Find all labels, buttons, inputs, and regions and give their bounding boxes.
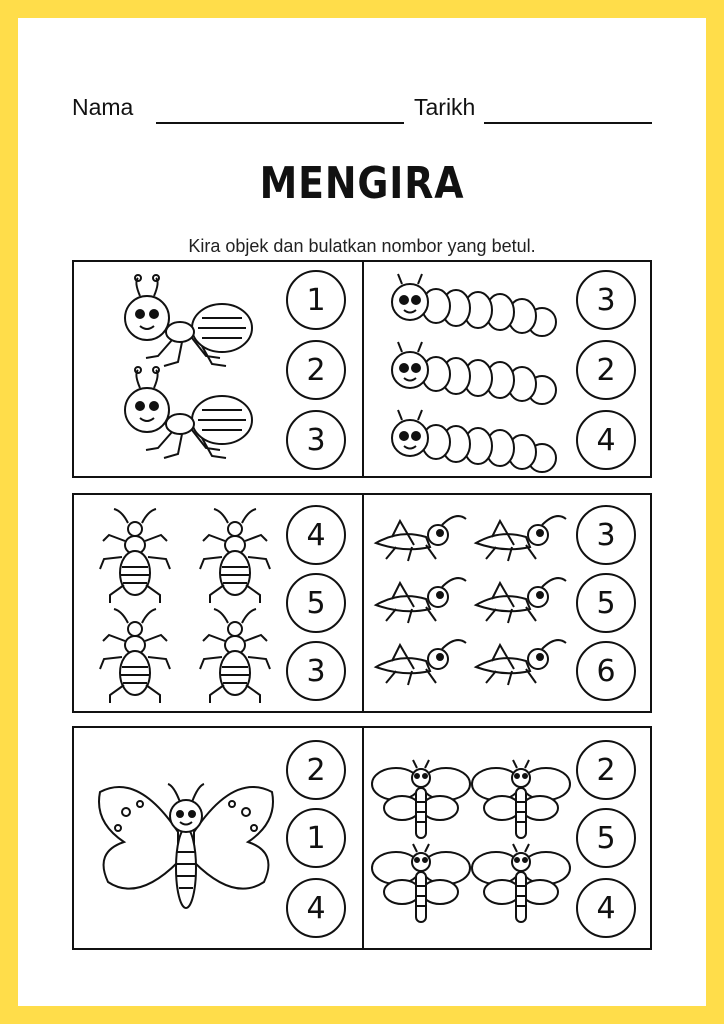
name-date-row bbox=[72, 94, 652, 124]
choice-circle[interactable]: 5 bbox=[576, 573, 636, 633]
choice-circle[interactable]: 5 bbox=[576, 808, 636, 868]
cell-butterfly bbox=[74, 728, 362, 948]
dragonfly-icons bbox=[372, 758, 572, 938]
choice-circle[interactable]: 5 bbox=[286, 573, 346, 633]
choice-circle[interactable]: 6 bbox=[576, 641, 636, 701]
caterpillar-icons bbox=[386, 268, 566, 478]
cell-ants bbox=[74, 262, 362, 476]
grasshopper-icons bbox=[372, 509, 572, 699]
choice-circle[interactable]: 3 bbox=[576, 270, 636, 330]
grasshopper-icon bbox=[376, 578, 466, 623]
beetle-icon bbox=[100, 509, 170, 603]
caterpillar-icon bbox=[392, 342, 556, 404]
grasshopper-icon bbox=[476, 516, 566, 561]
choice-circle[interactable]: 2 bbox=[286, 340, 346, 400]
dragonfly-icon bbox=[372, 844, 470, 922]
choice-circle[interactable]: 1 bbox=[286, 808, 346, 868]
cell-grasshoppers bbox=[364, 495, 652, 711]
grasshopper-icon bbox=[476, 578, 566, 623]
row-1-box bbox=[72, 260, 652, 478]
butterfly-icon bbox=[96, 772, 276, 922]
choice-circle[interactable]: 4 bbox=[576, 878, 636, 938]
grasshopper-icon bbox=[376, 640, 466, 685]
choice-circle[interactable]: 4 bbox=[286, 878, 346, 938]
ant-icon bbox=[125, 367, 252, 458]
name-label: Nama bbox=[72, 94, 134, 120]
choice-circle[interactable]: 3 bbox=[576, 505, 636, 565]
beetle-icon bbox=[100, 609, 170, 703]
choice-circle[interactable]: 2 bbox=[576, 340, 636, 400]
ant-icon bbox=[125, 275, 252, 366]
name-line[interactable] bbox=[156, 122, 404, 124]
cell-dragonflies bbox=[364, 728, 652, 948]
page-title: MENGIRA bbox=[259, 158, 465, 209]
beetle-icons bbox=[98, 501, 288, 707]
row-3-box bbox=[72, 726, 652, 950]
date-line[interactable] bbox=[484, 122, 652, 124]
date-label: Tarikh bbox=[414, 94, 476, 120]
caterpillar-icon bbox=[392, 274, 556, 336]
ant-icons bbox=[102, 270, 282, 470]
row-2-box bbox=[72, 493, 652, 713]
caterpillar-icon bbox=[392, 410, 556, 472]
choice-circle[interactable]: 2 bbox=[286, 740, 346, 800]
cell-beetles bbox=[74, 495, 362, 711]
choice-circle[interactable]: 2 bbox=[576, 740, 636, 800]
instruction-text: Kira objek dan bulatkan nombor yang betul. bbox=[188, 236, 536, 256]
dragonfly-icon bbox=[472, 844, 570, 922]
beetle-icon bbox=[200, 509, 270, 603]
dragonfly-icon bbox=[472, 760, 570, 838]
choice-circle[interactable]: 4 bbox=[576, 410, 636, 470]
grasshopper-icon bbox=[476, 640, 566, 685]
worksheet-sheet bbox=[18, 18, 706, 1006]
choice-circle[interactable]: 3 bbox=[286, 641, 346, 701]
cell-caterpillars bbox=[364, 262, 652, 476]
beetle-icon bbox=[200, 609, 270, 703]
choice-circle[interactable]: 3 bbox=[286, 410, 346, 470]
choice-circle[interactable]: 1 bbox=[286, 270, 346, 330]
choice-circle[interactable]: 4 bbox=[286, 505, 346, 565]
